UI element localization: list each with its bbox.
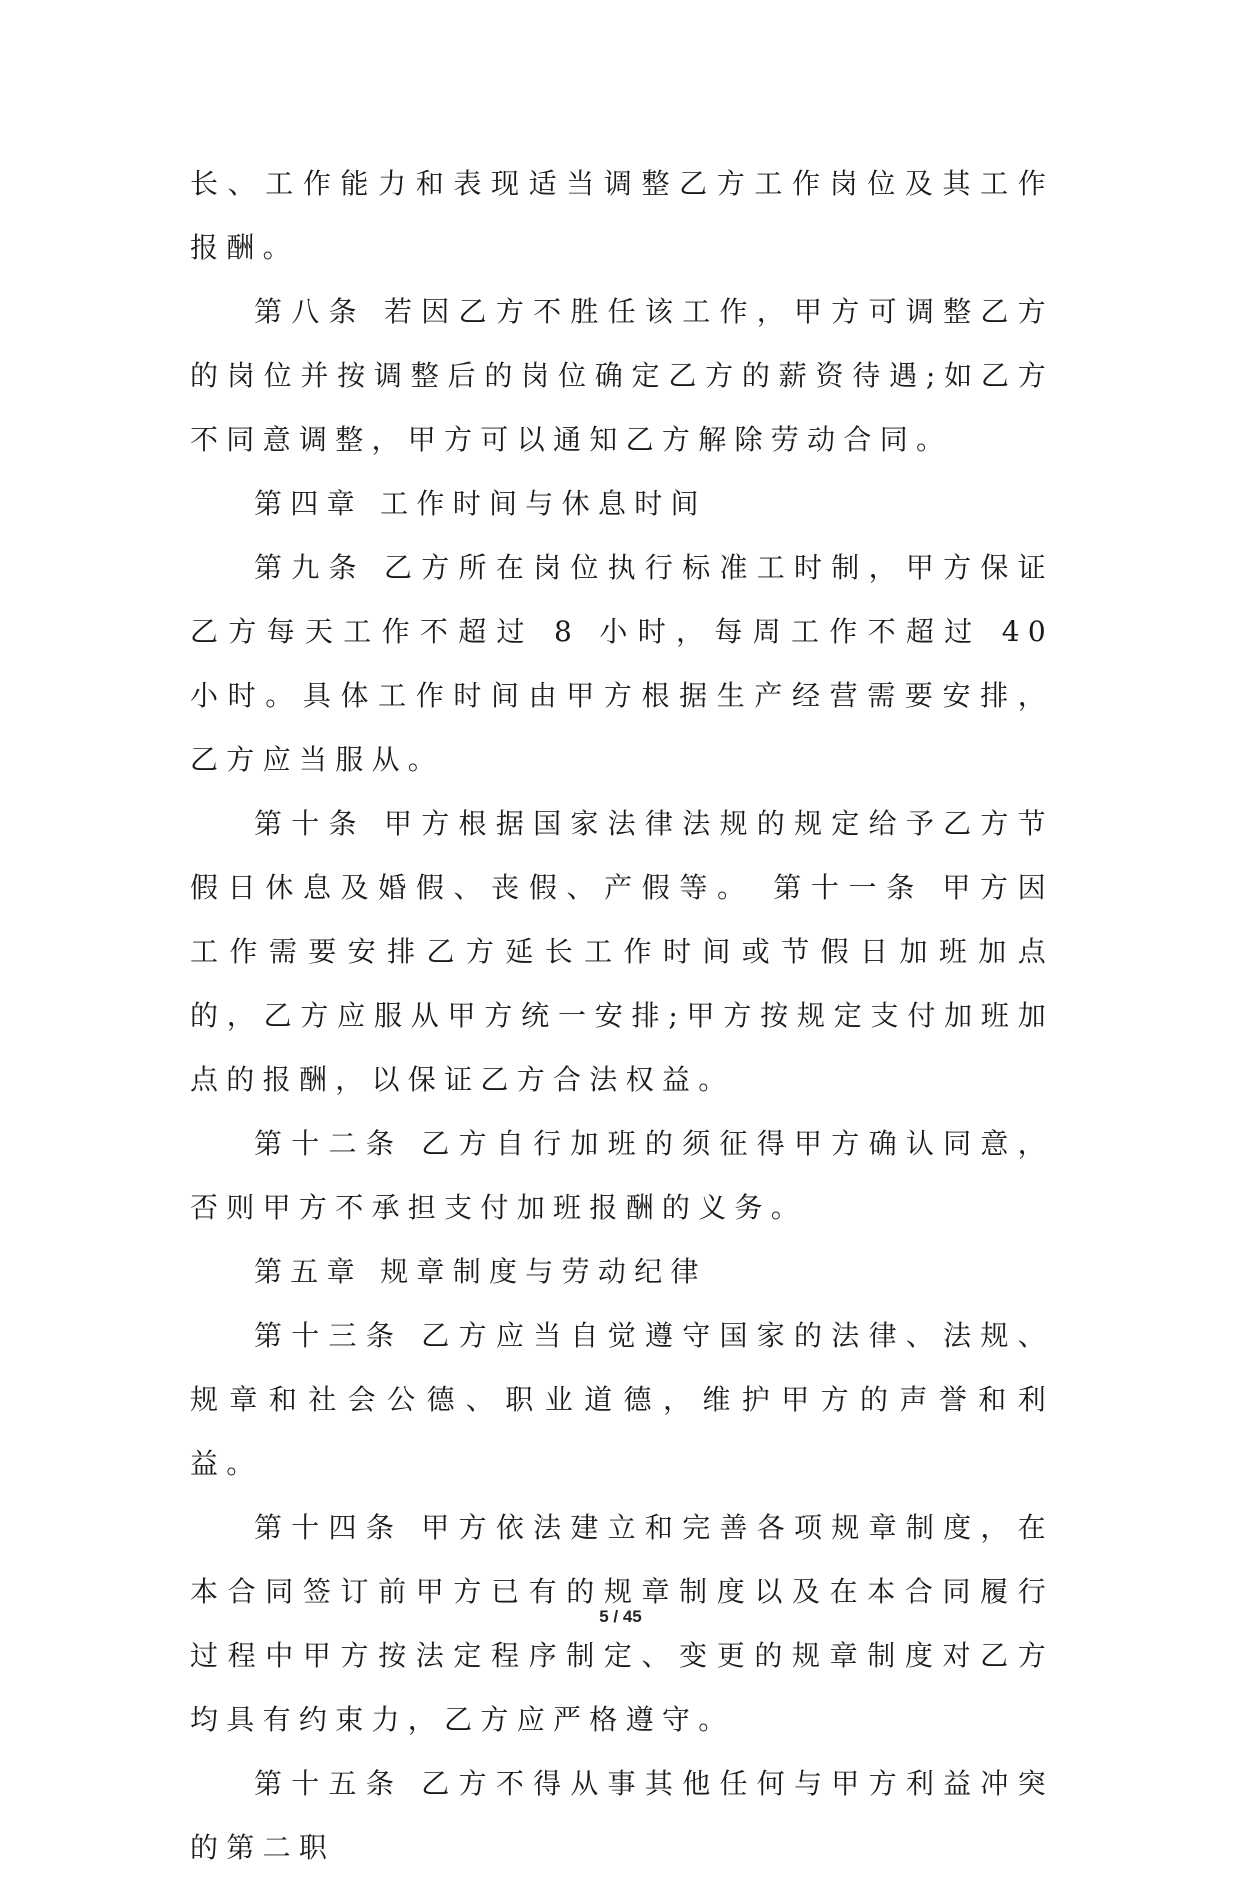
chapter-heading: 第五章 规章制度与劳动纪律 bbox=[254, 1255, 707, 1288]
paragraph: 第十条 甲方根据国家法律法规的规定给予乙方节假日休息及婚假、丧假、产假等。 第十一条 甲方因工作需要安排乙方延长工作时间或节假日加班加点的，乙方应服从甲方统一安排;甲方按规定支付加班加点的报酬，以保证乙方合法权益。 bbox=[190, 807, 1054, 1096]
paragraph: 第十三条 乙方应当自觉遵守国家的法律、法规、规章和社会公德、职业道德，维护甲方的声誉和利益。 bbox=[190, 1319, 1054, 1480]
paragraph: 第十二条 乙方自行加班的须征得甲方确认同意，否则甲方不承担支付加班报酬的义务。 bbox=[190, 1127, 1054, 1224]
chapter-heading: 第四章 工作时间与休息时间 bbox=[254, 487, 707, 520]
page-number: 5 / 45 bbox=[599, 1607, 642, 1626]
paragraph: 第十四条 甲方依法建立和完善各项规章制度，在本合同签订前甲方已有的规章制度以及在本合同履行过程中甲方按法定程序制定、变更的规章制度对乙方均具有约束力，乙方应严格遵守。 bbox=[190, 1511, 1054, 1736]
paragraph: 长、工作能力和表现适当调整乙方工作岗位及其工作报酬。 bbox=[190, 167, 1054, 264]
paragraph: 第十五条 乙方不得从事其他任何与甲方利益冲突的第二职 bbox=[190, 1767, 1054, 1864]
paragraph: 第八条 若因乙方不胜任该工作，甲方可调整乙方的岗位并按调整后的岗位确定乙方的薪资待遇;如乙方不同意调整，甲方可以通知乙方解除劳动合同。 bbox=[190, 295, 1054, 456]
paragraph: 第九条 乙方所在岗位执行标准工时制，甲方保证乙方每天工作不超过 8 小时，每周工作不超过 40 小时。具体工作时间由甲方根据生产经营需要安排，乙方应当服从。 bbox=[190, 551, 1054, 776]
